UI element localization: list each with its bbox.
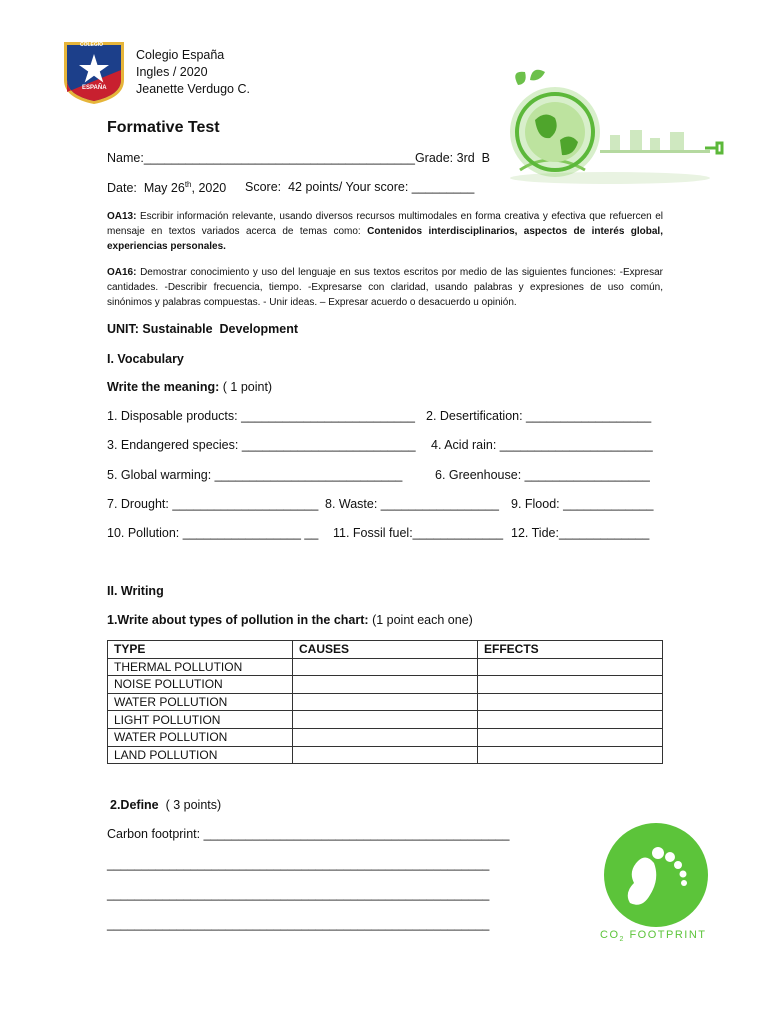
answer-blank-line[interactable]: _______________________________________________________ [107, 917, 490, 931]
effects-cell[interactable] [478, 746, 663, 764]
co2-footprint-logo [598, 823, 718, 948]
co2-footprint-label [600, 929, 707, 943]
co2-rest: FOOTPRINT [624, 929, 707, 941]
pollution-table [107, 640, 663, 764]
table-row [108, 746, 663, 764]
school-name: Colegio España [136, 48, 225, 62]
vocab-item: 7. Drought: _____________________ [107, 497, 319, 511]
table-header-row [108, 641, 663, 659]
name-grade-line: Name:_______________________________________Grade: 3rd B [107, 151, 490, 165]
row-type: THERMAL POLLUTION [108, 658, 293, 676]
table-row [108, 676, 663, 694]
answer-blank-line[interactable]: _______________________________________________________ [107, 887, 490, 901]
vocab-item: 9. Flood: _____________ [511, 497, 654, 511]
row-type: LAND POLLUTION [108, 746, 293, 764]
answer-blank-line[interactable]: _______________________________________________________ [107, 857, 490, 871]
section-vocabulary: I. Vocabulary [107, 352, 184, 366]
causes-cell[interactable] [293, 728, 478, 746]
question-2-bold: 2.Define [110, 798, 159, 812]
vocab-item: 4. Acid rain: ______________________ [431, 438, 653, 452]
question-2 [110, 798, 221, 812]
column-header-effects: EFFECTS [478, 641, 663, 659]
oa16-label: OA16: [107, 267, 137, 278]
oa13-paragraph [107, 209, 663, 254]
table-row [108, 658, 663, 676]
vocab-item: 6. Greenhouse: __________________ [435, 468, 650, 482]
page-title: Formative Test [107, 119, 220, 136]
vocab-item: 2. Desertification: __________________ [426, 409, 652, 423]
oa16-text: Demostrar conocimiento y uso del lenguaje en sus textos escritos por medio de las siguientes funciones: -Expresar cantidades. -Describir frecuencia, tiempo. -Expresarse con claridad, usando palabras y expresiones de uso común, sinónimos y palabras compuestas. - Unir ideas. – Expresar acuerdo o desacuerdo u opinión. [107, 267, 663, 308]
logo-text-top: COLEGIO [80, 42, 104, 48]
vocab-item: 8. Waste: _________________ [325, 497, 499, 511]
date-line [107, 180, 226, 195]
question-2-rest: ( 3 points) [158, 798, 222, 812]
school-logo [62, 40, 126, 106]
score-line: Score: 42 points/ Your score: _________ [245, 180, 475, 194]
column-header-causes: CAUSES [293, 641, 478, 659]
question-1-rest: (1 point each one) [368, 613, 473, 627]
date-prefix: Date: May 26 [107, 181, 185, 196]
effects-cell[interactable] [478, 676, 663, 694]
row-type: LIGHT POLLUTION [108, 711, 293, 729]
oa16-paragraph [107, 265, 663, 310]
causes-cell[interactable] [293, 711, 478, 729]
question-1-bold: 1.Write about types of pollution in the chart: [107, 613, 369, 627]
effects-cell[interactable] [478, 728, 663, 746]
vocab-item: 11. Fossil fuel:_____________ [333, 526, 504, 540]
effects-cell[interactable] [478, 711, 663, 729]
vocab-item: 10. Pollution: _________________ __ [107, 526, 319, 540]
oa13-label: OA13: [107, 211, 137, 222]
co2-sub: 2 [619, 936, 625, 944]
causes-cell[interactable] [293, 746, 478, 764]
vocab-item: 12. Tide:_____________ [511, 526, 650, 540]
date-sup: th [184, 180, 192, 189]
write-meaning-bold: Write the meaning: [107, 380, 220, 394]
write-meaning-instruction [107, 380, 272, 394]
vocab-item: 5. Global warming: ___________________________ [107, 468, 403, 482]
course-name: Ingles / 2020 [136, 65, 208, 79]
row-type: NOISE POLLUTION [108, 676, 293, 694]
oa13-bold-text: Contenidos interdisciplinarios, aspectos de interés global, experiencias personales. [107, 226, 663, 252]
causes-cell[interactable] [293, 658, 478, 676]
co2-label: CO [600, 929, 620, 941]
eco-globe-image [490, 60, 740, 195]
carbon-footprint-line[interactable]: Carbon footprint: ____________________________________________ [107, 827, 510, 841]
oa13-text: Escribir información relevante, usando diversos recursos multimodales en forma creativa y efectiva que refuercen el mensaje en textos variados acerca de temas como: [107, 211, 663, 237]
causes-cell[interactable] [293, 676, 478, 694]
logo-text-bottom: ESPAÑA [82, 85, 107, 91]
table-row [108, 693, 663, 711]
table-row [108, 711, 663, 729]
effects-cell[interactable] [478, 658, 663, 676]
row-type: WATER POLLUTION [108, 693, 293, 711]
date-suffix: , 2020 [191, 181, 227, 196]
table-row [108, 728, 663, 746]
write-meaning-rest: ( 1 point) [219, 380, 273, 394]
teacher-name: Jeanette Verdugo C. [136, 82, 250, 96]
vocab-item: 3. Endangered species: _________________________ [107, 438, 416, 452]
vocab-item: 1. Disposable products: _________________________ [107, 409, 415, 423]
row-type: WATER POLLUTION [108, 728, 293, 746]
effects-cell[interactable] [478, 693, 663, 711]
question-1 [107, 613, 473, 627]
section-writing: II. Writing [107, 584, 164, 598]
unit-heading: UNIT: Sustainable Development [107, 322, 299, 336]
column-header-type: TYPE [108, 641, 293, 659]
causes-cell[interactable] [293, 693, 478, 711]
